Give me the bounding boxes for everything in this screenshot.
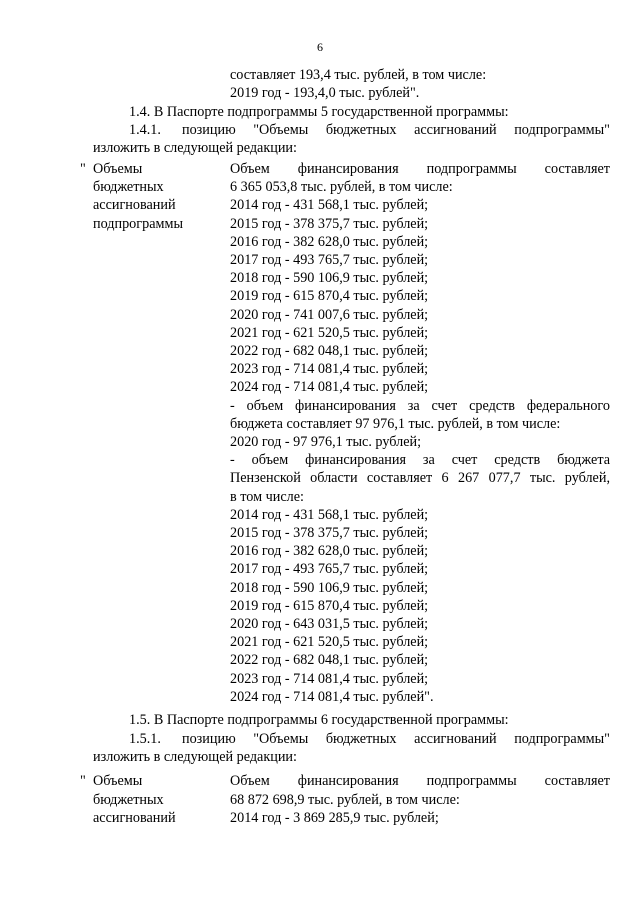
amount-total: 68 872 698,9 тыс. рублей, в том числе:: [230, 791, 460, 808]
row-label: бюджетных: [93, 179, 164, 196]
regional-line: - объем финансирования за счет средств бюджета: [230, 452, 610, 469]
year-amount: 2016 год - 382 628,0 тыс. рублей;: [230, 543, 429, 560]
year-amount: 2023 год - 714 081,4 тыс. рублей;: [230, 670, 429, 687]
item-line: изложить в следующей редакции:: [93, 140, 297, 156]
year-amount: 2019 год - 615 870,4 тыс. рублей;: [230, 597, 429, 614]
year-amount: 2015 год - 378 375,7 тыс. рублей;: [230, 215, 429, 232]
year-amount: 2014 год - 431 568,1 тыс. рублей;: [230, 506, 429, 523]
item-line-word: ассигнований: [414, 730, 497, 747]
row-label: ассигнований: [93, 809, 176, 826]
year-amount: 2017 год - 493 765,7 тыс. рублей;: [230, 252, 429, 268]
year-amount: 2014 год - 431 568,1 тыс. рублей;: [230, 197, 429, 214]
year-amount: 2014 год - 3 869 285,9 тыс. рублей;: [230, 809, 439, 826]
row-label: подпрограммы: [93, 215, 183, 232]
row-label: ассигнований: [93, 197, 176, 214]
quote-mark: ": [80, 773, 86, 790]
amount-total: 6 365 053,8 тыс. рублей, в том числе:: [230, 179, 453, 196]
section-heading: 1.4. В Паспорте подпрограммы 5 государственной программы:: [129, 104, 509, 120]
row-label: Объемы: [93, 773, 143, 790]
item-line-word: "Объемы: [253, 122, 309, 138]
regional-line: Пензенской области составляет 6 267 077,7 тыс. рублей,: [230, 470, 610, 487]
amount-intro-word: Объем: [230, 161, 270, 177]
row-label: Объемы: [93, 161, 143, 177]
item-line-word: позицию: [182, 730, 236, 747]
item-line-word: ассигнований: [414, 122, 497, 138]
intro-line: 2019 год - 193,4,0 тыс. рублей".: [230, 85, 420, 101]
amount-intro-word: финансирования: [297, 161, 399, 177]
year-amount: 2020 год - 643 031,5 тыс. рублей;: [230, 616, 429, 632]
year-amount: 2022 год - 682 048,1 тыс. рублей;: [230, 652, 429, 669]
year-amount: 2021 год - 621 520,5 тыс. рублей;: [230, 634, 429, 651]
amount-intro-word: составляет: [544, 773, 610, 790]
federal-year: 2020 год - 97 976,1 тыс. рублей;: [230, 434, 422, 450]
amount-intro: [230, 772, 610, 790]
section-heading: 1.5. В Паспорте подпрограммы 6 государственной программы:: [129, 712, 509, 729]
item-prefix: 1.4.1.: [129, 122, 161, 138]
year-amount: 2018 год - 590 106,9 тыс. рублей;: [230, 270, 429, 287]
amount-intro-word: составляет: [544, 161, 610, 177]
item-line-word: бюджетных: [325, 730, 397, 747]
item-line-word: "Объемы: [253, 730, 309, 747]
item-line: [182, 121, 610, 139]
item-line: изложить в следующей редакции:: [93, 748, 297, 765]
federal-line: бюджета составляет 97 976,1 тыс. рублей, в том числе:: [230, 415, 561, 432]
item-line-word: позицию: [182, 122, 236, 138]
year-amount: 2024 год - 714 081,4 тыс. рублей;: [230, 379, 429, 396]
year-amount: 2024 год - 714 081,4 тыс. рублей".: [230, 688, 434, 705]
year-amount: 2019 год - 615 870,4 тыс. рублей;: [230, 288, 429, 305]
year-amount: 2021 год - 621 520,5 тыс. рублей;: [230, 324, 429, 341]
item-line-word: бюджетных: [325, 122, 397, 138]
federal-line: - объем финансирования за счет средств федерального: [230, 397, 610, 414]
year-amount: 2022 год - 682 048,1 тыс. рублей;: [230, 343, 429, 359]
regional-line: в том числе:: [230, 488, 304, 505]
intro-line: составляет 193,4 тыс. рублей, в том числе:: [230, 67, 487, 83]
row-label: бюджетных: [93, 791, 164, 808]
year-amount: 2016 год - 382 628,0 тыс. рублей;: [230, 233, 429, 250]
year-amount: 2015 год - 378 375,7 тыс. рублей;: [230, 525, 429, 541]
amount-intro-word: подпрограммы: [426, 773, 517, 790]
item-line: [182, 730, 610, 748]
item-prefix: 1.5.1.: [129, 730, 161, 747]
year-amount: 2017 год - 493 765,7 тыс. рублей;: [230, 561, 429, 578]
amount-intro: [230, 160, 610, 178]
amount-intro-word: Объем: [230, 773, 270, 790]
amount-intro-word: подпрограммы: [426, 161, 517, 177]
page-number: 6: [317, 40, 323, 54]
quote-mark: ": [80, 161, 86, 177]
amount-intro-word: финансирования: [297, 773, 399, 790]
year-amount: 2020 год - 741 007,6 тыс. рублей;: [230, 306, 429, 323]
year-amount: 2018 год - 590 106,9 тыс. рублей;: [230, 579, 429, 596]
item-line-word: подпрограммы": [514, 122, 610, 138]
item-line-word: подпрограммы": [514, 730, 610, 747]
year-amount: 2023 год - 714 081,4 тыс. рублей;: [230, 361, 429, 378]
